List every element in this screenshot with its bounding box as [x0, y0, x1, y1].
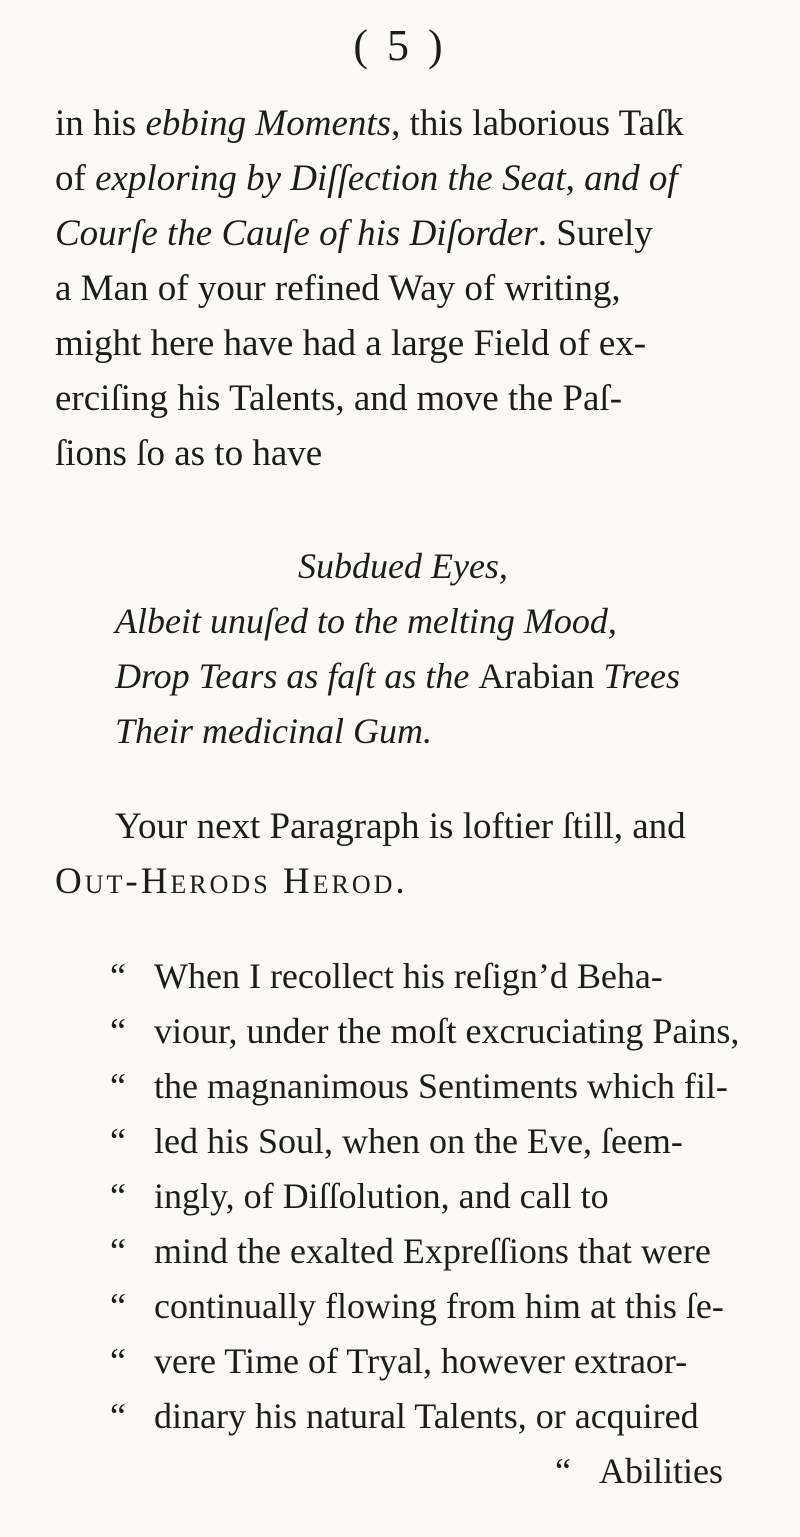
quote-mark: “: [110, 1286, 126, 1326]
text-segment: ,: [565, 158, 585, 199]
paragraph-1-line-1: [55, 105, 684, 142]
text-segment: . Surely: [537, 213, 653, 254]
text-segment: , this laborious Taſk: [391, 103, 684, 144]
quote-text: led his Soul, when on the Eve, ſeem-: [154, 1121, 683, 1161]
quote-text: ingly, of Diſſolution, and call to: [154, 1176, 609, 1216]
quote-line: [110, 1013, 739, 1049]
quote-text: continually flowing from him at this ſe-: [154, 1286, 724, 1326]
paragraph-2-line-1: Your next Paragraph is loftier ſtill, and: [115, 806, 686, 847]
verse-line-2: Albeit unuſed to the melting Mood,: [115, 601, 617, 641]
quote-line: [110, 958, 663, 994]
verse-line-4: Their medicinal Gum.: [115, 711, 432, 751]
quote-text: viour, under the moſt excruciating Pains,: [154, 1011, 740, 1051]
italic-segment: Trees: [594, 656, 681, 696]
paragraph-1-line-3: [55, 215, 653, 252]
quote-mark: “: [555, 1451, 571, 1491]
quote-mark: “: [110, 1176, 126, 1216]
quote-line: [110, 1288, 724, 1324]
catchword: [555, 1453, 723, 1489]
paragraph-1-line-7: ſions ſo as to have: [55, 433, 323, 474]
quote-line: [110, 1178, 609, 1214]
paragraph-2-line-2: Out-Herods Herod.: [55, 861, 408, 902]
paragraph-1-line-4: a Man of your refined Way of writing,: [55, 268, 621, 309]
quote-mark: “: [110, 956, 126, 996]
quote-line: [110, 1068, 728, 1104]
quote-text: dinary his natural Talents, or acquired: [154, 1396, 699, 1436]
verse-line-3: [115, 658, 680, 694]
italic-segment: exploring by Diſſection the Seat: [95, 158, 566, 199]
quote-mark: “: [110, 1121, 126, 1161]
quote-text: mind the exalted Expreſſions that were: [154, 1231, 711, 1271]
quote-mark: “: [110, 1396, 126, 1436]
catchword-text: Abilities: [599, 1451, 723, 1491]
quote-mark: “: [110, 1341, 126, 1381]
quote-line: [110, 1233, 711, 1269]
quote-text: vere Time of Tryal, however extraor-: [154, 1341, 688, 1381]
quote-line: [110, 1398, 699, 1434]
quote-text: the magnanimous Sentiments which fil-: [154, 1066, 728, 1106]
page-number: ( 5 ): [353, 21, 447, 70]
text-segment: in his: [55, 103, 146, 144]
verse-line-1: Subdued Eyes,: [298, 546, 508, 586]
quote-mark: “: [110, 1066, 126, 1106]
quote-text: When I recollect his reſign’d Beha-: [154, 956, 663, 996]
italic-segment: ebbing Moments: [145, 103, 392, 144]
paragraph-1-line-2: [55, 160, 678, 197]
roman-segment: Arabian: [478, 656, 595, 696]
quote-mark: “: [110, 1011, 126, 1051]
italic-segment: Drop Tears as faſt as the: [115, 656, 479, 696]
quote-line: [110, 1123, 683, 1159]
quote-line: [110, 1343, 687, 1379]
text-segment: of: [55, 158, 96, 199]
italic-segment: Courſe the Cauſe of his Diſorder: [55, 213, 538, 254]
paragraph-1-line-5: might here have had a large Field of ex-: [55, 323, 647, 364]
italic-segment: and of: [584, 158, 678, 199]
paragraph-1-line-6: erciſing his Talents, and move the Paſ-: [55, 378, 623, 419]
quote-mark: “: [110, 1231, 126, 1271]
